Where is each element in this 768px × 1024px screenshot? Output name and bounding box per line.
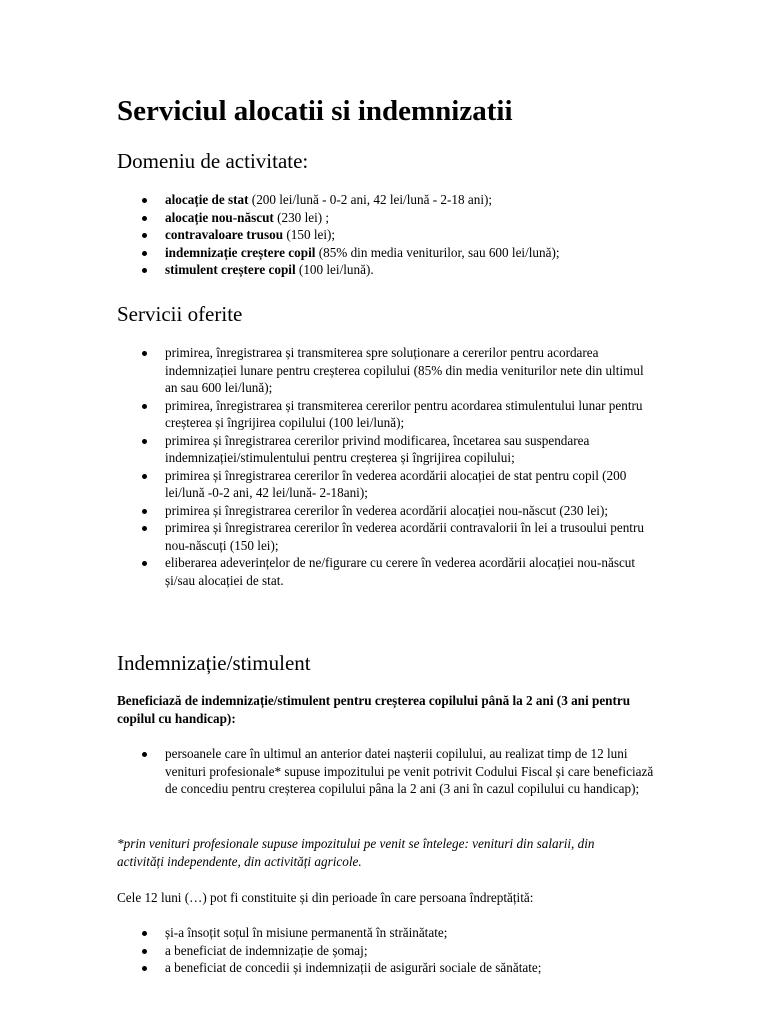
item-text: (150 lei);: [283, 227, 336, 242]
list-item: [117, 244, 637, 262]
page-title: Serviciul alocatii si indemnizatii: [117, 95, 513, 127]
item-bold: contravaloare trusou: [165, 227, 284, 242]
heading-indemnizatie: Indemnizație/stimulent: [117, 651, 311, 675]
list-item: a beneficiat de concedii și indemnizații de asigurări sociale de sănătate;: [117, 959, 677, 977]
item-text: (200 lei/lună - 0-2 ani, 42 lei/lună - 2-18 ani);: [248, 192, 493, 207]
list-item: a beneficiat de indemnizație de șomaj;: [117, 942, 677, 960]
list-item: [117, 226, 637, 244]
list-item: primirea și înregistrarea cererilor în vederea acordării alocației nou-născut (230 lei);: [117, 502, 657, 520]
servicii-list: [117, 344, 657, 589]
list-item: [117, 261, 637, 279]
list-item: primirea, înregistrarea și transmiterea spre soluționare a cererilor pentru acordarea indemnizației lunare pentru creșterea copilului (85% din media veniturilor nete din ultimul an sau 600 lei/lună);: [117, 344, 657, 397]
perioade-paragraph: Cele 12 luni (…) pot fi constituite și din perioade în care persoana îndreptățită:: [117, 890, 534, 905]
heading-servicii: Servicii oferite: [117, 302, 243, 326]
item-text: (100 lei/lună).: [295, 262, 374, 277]
item-bold: indemnizație creștere copil: [165, 244, 316, 260]
list-item: eliberarea adeverințelor de ne/figurare cu cerere în vederea acordării alocației nou-născut și/sau alocației de stat.: [117, 554, 657, 589]
list-item: primirea și înregistrarea cererilor în vederea acordării contravalorii în lei a trusoului pentru nou-născuți (150 lei);: [117, 519, 657, 554]
beneficiaza-paragraph: Beneficiază de indemnizație/stimulent pentru creșterea copilului până la 2 ani (3 ani pentru copilul cu handicap):: [117, 693, 631, 726]
heading-domeniu: Domeniu de activitate:: [117, 149, 309, 173]
list-item: și-a însoțit soțul în misiune permanentă în străinătate;: [117, 924, 677, 942]
item-bold: stimulent creștere copil: [165, 262, 296, 277]
item-text: (85% din media veniturilor, sau 600 lei/lună);: [315, 244, 560, 260]
note-paragraph: *prin venituri profesionale supuse impozitului pe venit se întelege: venituri din salarii, din activități independente, din activități agricole.: [117, 836, 595, 869]
list-item: primirea și înregistrarea cererilor privind modificarea, încetarea sau suspendarea indemnizației/stimulentului pentru creșterea și îngrijirea copilului;: [117, 432, 657, 467]
list-item: [117, 191, 637, 209]
list-item: primirea și înregistrarea cererilor în vederea acordării alocației de stat pentru copil (200 lei/lună -0-2 ani, 42 lei/lună- 2-18ani);: [117, 467, 657, 502]
item-bold: alocație nou-născut: [165, 209, 274, 225]
list-item: [117, 209, 637, 227]
domeniu-list: [117, 191, 637, 279]
beneficiari-list: [117, 745, 657, 798]
item-text: (230 lei) ;: [273, 209, 330, 225]
item-bold: alocație de stat: [165, 192, 249, 207]
list-item: primirea, înregistrarea și transmiterea cererilor pentru acordarea stimulentului lunar pentru creșterea și îngrijirea copilului (100 lei/lună);: [117, 397, 657, 432]
perioade-list: [117, 924, 677, 977]
list-item: persoanele care în ultimul an anterior datei nașterii copilului, au realizat timp de 12 luni venituri profesionale* supuse impozitului pe venit potrivit Codului Fiscal și care beneficiază de concediu pentru creșterea copilului pâna la 2 ani (3 ani în cazul copilului cu handicap);: [117, 745, 657, 798]
